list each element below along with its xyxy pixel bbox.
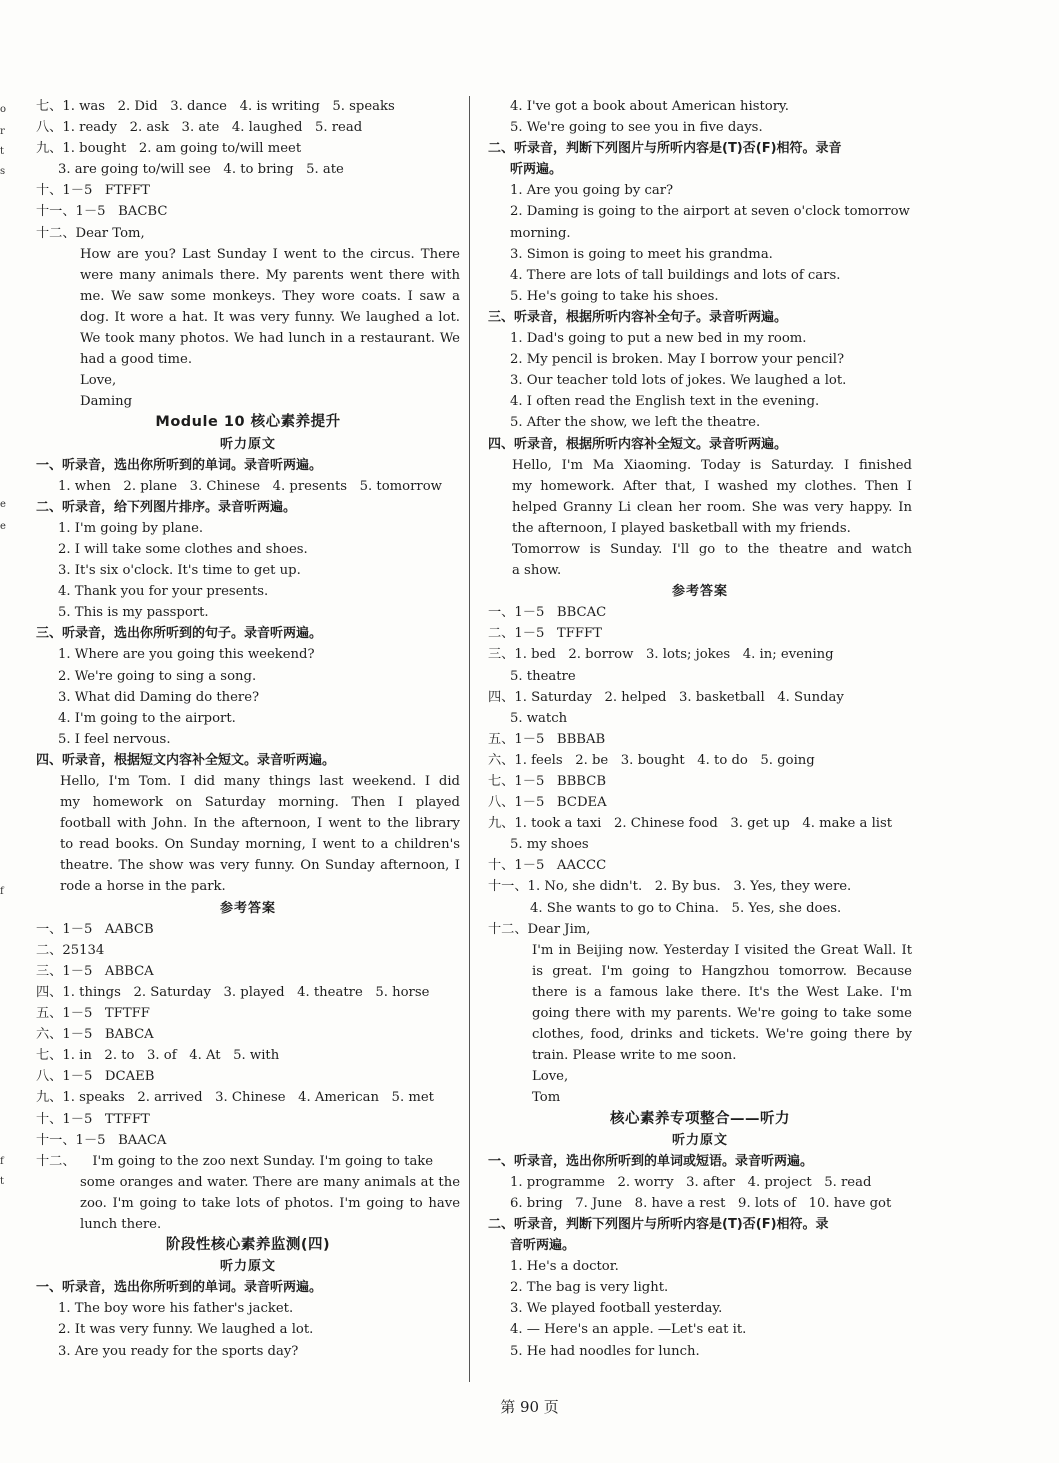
answer-line: 5. my shoes	[510, 837, 589, 853]
item-line: 1. He's a doctor.	[510, 1259, 619, 1275]
passage-line: zoo. I'm going to take lots of photos. I'm going to have	[80, 1195, 460, 1211]
subsection-title: 参考答案	[219, 900, 276, 916]
module-title: Module 10 核心素养提升	[155, 414, 341, 431]
edge-fragment: e	[0, 521, 6, 532]
item-line: 1. Are you going by car?	[510, 183, 674, 199]
answer-line: 十、1－5 FTFFT	[36, 183, 150, 199]
subsection-title: 参考答案	[671, 584, 728, 600]
item-line: 1. The boy wore his father's jacket.	[58, 1301, 294, 1317]
passage-line: lunch there.	[80, 1216, 162, 1232]
answer-line: 七、1. was 2. Did 3. dance 4. is writing 5. speaks	[36, 99, 395, 114]
module-title: 核心素养专项整合——听力	[610, 1110, 790, 1127]
answer-line: 六、1. feels 2. be 3. bought 4. to do 5. going	[488, 752, 815, 768]
answer-line: 九、1. took a taxi 2. Chinese food 3. get up 4. make a list	[488, 816, 893, 832]
passage-line: my homework. After that, I washed my clothes. Then I	[512, 478, 912, 494]
section-heading: 三、听录音，选出你所听到的句子。录音听两遍。	[36, 626, 323, 642]
answer-line: 九、1. bought 2. am going to/will meet	[36, 141, 302, 157]
item-line: 6. bring 7. June 8. have a rest 9. lots of 10. have got	[510, 1195, 892, 1211]
item-line: 5. We're going to see you in five days.	[510, 120, 763, 136]
item-line: 3. Are you ready for the sports day?	[58, 1343, 299, 1359]
answer-line: 5. watch	[510, 710, 568, 726]
item-line: 3. Our teacher told lots of jokes. We laughed a lot.	[510, 373, 847, 389]
answer-line: 十一、1－5 BACBC	[36, 204, 168, 220]
answer-line: 5. theatre	[510, 668, 576, 684]
passage-line: clothes, food, drinks and tickets. We're going there by	[532, 1027, 912, 1043]
answer-line: 五、1－5 BBBAB	[488, 731, 606, 747]
passage-line: theatre. The show was very funny. On Sunday afternoon, I	[60, 858, 460, 874]
subsection-title: 听力原文	[671, 1132, 728, 1148]
item-line: 1. when 2. plane 3. Chinese 4. presents 5. tomorrow	[58, 478, 442, 494]
section-heading: 二、听录音，判断下列图片与所听内容是(T)否(F)相符。录	[488, 1216, 829, 1232]
passage-line: We took many photos. We had lunch in a restaurant. We	[80, 331, 460, 347]
passage-line: Hello, I'm Tom. I did many things last weekend. I did	[60, 774, 460, 789]
item-line: 5. He's going to take his shoes.	[510, 288, 719, 304]
answer-line: 三、1－5 ABBCA	[36, 963, 154, 979]
passage-line: How are you? Last Sunday I went to the circus. There	[80, 246, 460, 262]
answer-line: 十二、Dear Tom,	[36, 225, 145, 241]
edge-fragment: r	[0, 126, 5, 137]
answer-line: 十二、Dear Jim,	[488, 921, 591, 937]
section-heading: 一、听录音，选出你所听到的单词。录音听两遍。	[36, 1280, 323, 1296]
item-line: 5. I feel nervous.	[58, 731, 171, 747]
section-heading: 四、听录音，根据所听内容补全短文。录音听两遍。	[488, 436, 788, 452]
answer-line: 四、1. Saturday 2. helped 3. basketball 4. Sunday	[488, 689, 844, 705]
item-line: 1. programme 2. worry 3. after 4. project 5. read	[510, 1174, 872, 1190]
item-line: 5. After the show, we left the theatre.	[510, 415, 761, 431]
right-column	[488, 96, 912, 1362]
item-line: 1. Dad's going to put a new bed in my room.	[510, 331, 807, 347]
item-line: 2. The bag is very light.	[510, 1280, 669, 1296]
answer-line: 4. She wants to go to China. 5. Yes, she does.	[530, 900, 842, 916]
left-column	[36, 96, 460, 1362]
item-line: morning.	[510, 225, 571, 241]
passage-line: were many animals there. My parents went there with	[80, 267, 460, 283]
item-line: 1. I'm going by plane.	[58, 520, 204, 536]
item-line: 2. Daming is going to the airport at seven o'clock tomorrow	[510, 204, 910, 220]
item-line: 3. It's six o'clock. It's time to get up.	[58, 563, 301, 579]
item-line: 1. Where are you going this weekend?	[58, 647, 315, 663]
answer-line: 二、1－5 TFFFT	[488, 626, 602, 642]
passage-line: rode a horse in the park.	[60, 879, 226, 895]
answer-line: 三、1. bed 2. borrow 3. lots; jokes 4. in; evening	[488, 647, 834, 663]
edge-fragment: t	[0, 1176, 5, 1187]
section-heading: 三、听录音，根据所听内容补全句子。录音听两遍。	[488, 309, 788, 325]
passage-line: train. Please write to me soon.	[532, 1048, 737, 1064]
answer-line: 一、1－5 BBCAC	[488, 605, 607, 621]
passage-line: Love,	[532, 1069, 569, 1085]
passage-line: my homework on Saturday morning. Then I played	[60, 795, 460, 811]
letter-line: Love,	[80, 373, 117, 389]
letter-line: Daming	[80, 394, 133, 410]
passage-line: Hello, I'm Ma Xiaoming. Today is Saturday. I finished	[512, 457, 912, 473]
passage-line: to read books. On Sunday morning, I went to a children's	[60, 837, 460, 853]
item-line: 3. We played football yesterday.	[510, 1301, 723, 1317]
module-title: 阶段性核心素养监测(四)	[165, 1237, 331, 1254]
answer-line: 3. are going to/will see 4. to bring 5. ate	[58, 162, 344, 178]
answer-line: 八、1－5 BCDEA	[488, 795, 607, 811]
answer-line: 七、1. in 2. to 3. of 4. At 5. with	[36, 1048, 280, 1064]
section-heading: 听两遍。	[510, 162, 563, 178]
item-line: 5. He had noodles for lunch.	[510, 1343, 700, 1359]
answer-line: 十、1－5 TTFFT	[36, 1111, 150, 1127]
answer-line: 七、1－5 BBBCB	[488, 774, 607, 789]
answer-line: 十二、 I'm going to the zoo next Sunday. I'm going to take	[36, 1153, 434, 1169]
passage-line: a show.	[512, 563, 562, 579]
edge-fragment: t	[0, 146, 5, 157]
passage-line: had a good time.	[80, 352, 193, 368]
edge-fragment: f	[0, 886, 4, 897]
item-line: 2. My pencil is broken. May I borrow your pencil?	[510, 352, 845, 368]
subsection-title: 听力原文	[219, 436, 276, 452]
answer-line: 十、1－5 AACCC	[488, 858, 607, 874]
item-line: 2. It was very funny. We laughed a lot.	[58, 1322, 314, 1338]
answer-line: 五、1－5 TFTFF	[36, 1006, 150, 1022]
item-line: 3. What did Daming do there?	[58, 689, 260, 705]
item-line: 4. I'm going to the airport.	[58, 710, 236, 726]
item-line: 4. I often read the English text in the evening.	[510, 394, 820, 410]
section-heading: 音听两遍。	[510, 1238, 576, 1254]
section-heading: 二、听录音，判断下列图片与所听内容是(T)否(F)相符。录音	[488, 141, 842, 157]
item-line: 4. I've got a book about American history.	[510, 99, 789, 114]
passage-line: Tom	[532, 1090, 561, 1106]
edge-fragment: s	[0, 166, 6, 177]
edge-fragment: o	[0, 104, 7, 115]
passage-line: some oranges and water. There are many animals at the	[80, 1174, 460, 1190]
item-line: 5. This is my passport.	[58, 605, 209, 621]
passage-line: football with John. In the afternoon, I went to the library	[60, 816, 460, 832]
passage-line: dog. It wore a hat. It was very funny. We laughed a lot.	[80, 309, 460, 325]
edge-fragment: e	[0, 499, 6, 510]
passage-line: helped Granny Li clean her room. She was very happy. In	[512, 499, 912, 515]
item-line: 3. Simon is going to meet his grandma.	[510, 246, 773, 262]
section-heading: 一、听录音，选出你所听到的单词。录音听两遍。	[36, 457, 323, 473]
passage-line: going there with my parents. We're going to take some	[532, 1006, 912, 1022]
section-heading: 一、听录音，选出你所听到的单词或短语。录音听两遍。	[488, 1153, 814, 1169]
item-line: 4. — Here's an apple. —Let's eat it.	[510, 1322, 747, 1338]
answer-line: 八、1. ready 2. ask 3. ate 4. laughed 5. read	[36, 120, 363, 136]
item-line: 2. I will take some clothes and shoes.	[58, 541, 308, 557]
answer-line: 六、1－5 BABCA	[36, 1027, 154, 1043]
passage-line: the afternoon, I played basketball with my friends.	[512, 520, 851, 536]
passage-line: Tomorrow is Sunday. I'll go to the theatre and watch	[512, 541, 912, 557]
item-line: 2. We're going to sing a song.	[58, 668, 257, 684]
answer-line: 十一、1. No, she didn't. 2. By bus. 3. Yes, they were.	[488, 879, 852, 895]
subsection-title: 听力原文	[219, 1259, 276, 1275]
passage-line: me. We saw some monkeys. They wore coats. I saw a	[80, 288, 460, 304]
column-divider	[469, 96, 470, 1382]
answer-line: 二、25134	[36, 942, 105, 958]
answer-line: 四、1. things 2. Saturday 3. played 4. theatre 5. horse	[36, 984, 430, 1000]
answer-line: 十一、1－5 BAACA	[36, 1132, 167, 1148]
answer-line: 一、1－5 AABCB	[36, 921, 154, 937]
edge-fragment: f	[0, 1156, 4, 1167]
section-heading: 二、听录音，给下列图片排序。录音听两遍。	[36, 499, 297, 515]
answer-line: 八、1－5 DCAEB	[36, 1069, 155, 1085]
passage-line: there is a famous lake there. It's the West Lake. I'm	[532, 984, 912, 1000]
passage-line: I'm in Beijing now. Yesterday I visited the Great Wall. It	[532, 942, 912, 958]
page-number: 第 90 页	[500, 1398, 559, 1416]
item-line: 4. Thank you for your presents.	[58, 584, 269, 600]
passage-line: is great. I'm going to Hangzhou tomorrow. Because	[532, 963, 912, 979]
section-heading: 四、听录音，根据短文内容补全短文。录音听两遍。	[36, 752, 336, 768]
item-line: 4. There are lots of tall buildings and lots of cars.	[510, 267, 841, 283]
answer-line: 九、1. speaks 2. arrived 3. Chinese 4. American 5. met	[36, 1090, 434, 1106]
